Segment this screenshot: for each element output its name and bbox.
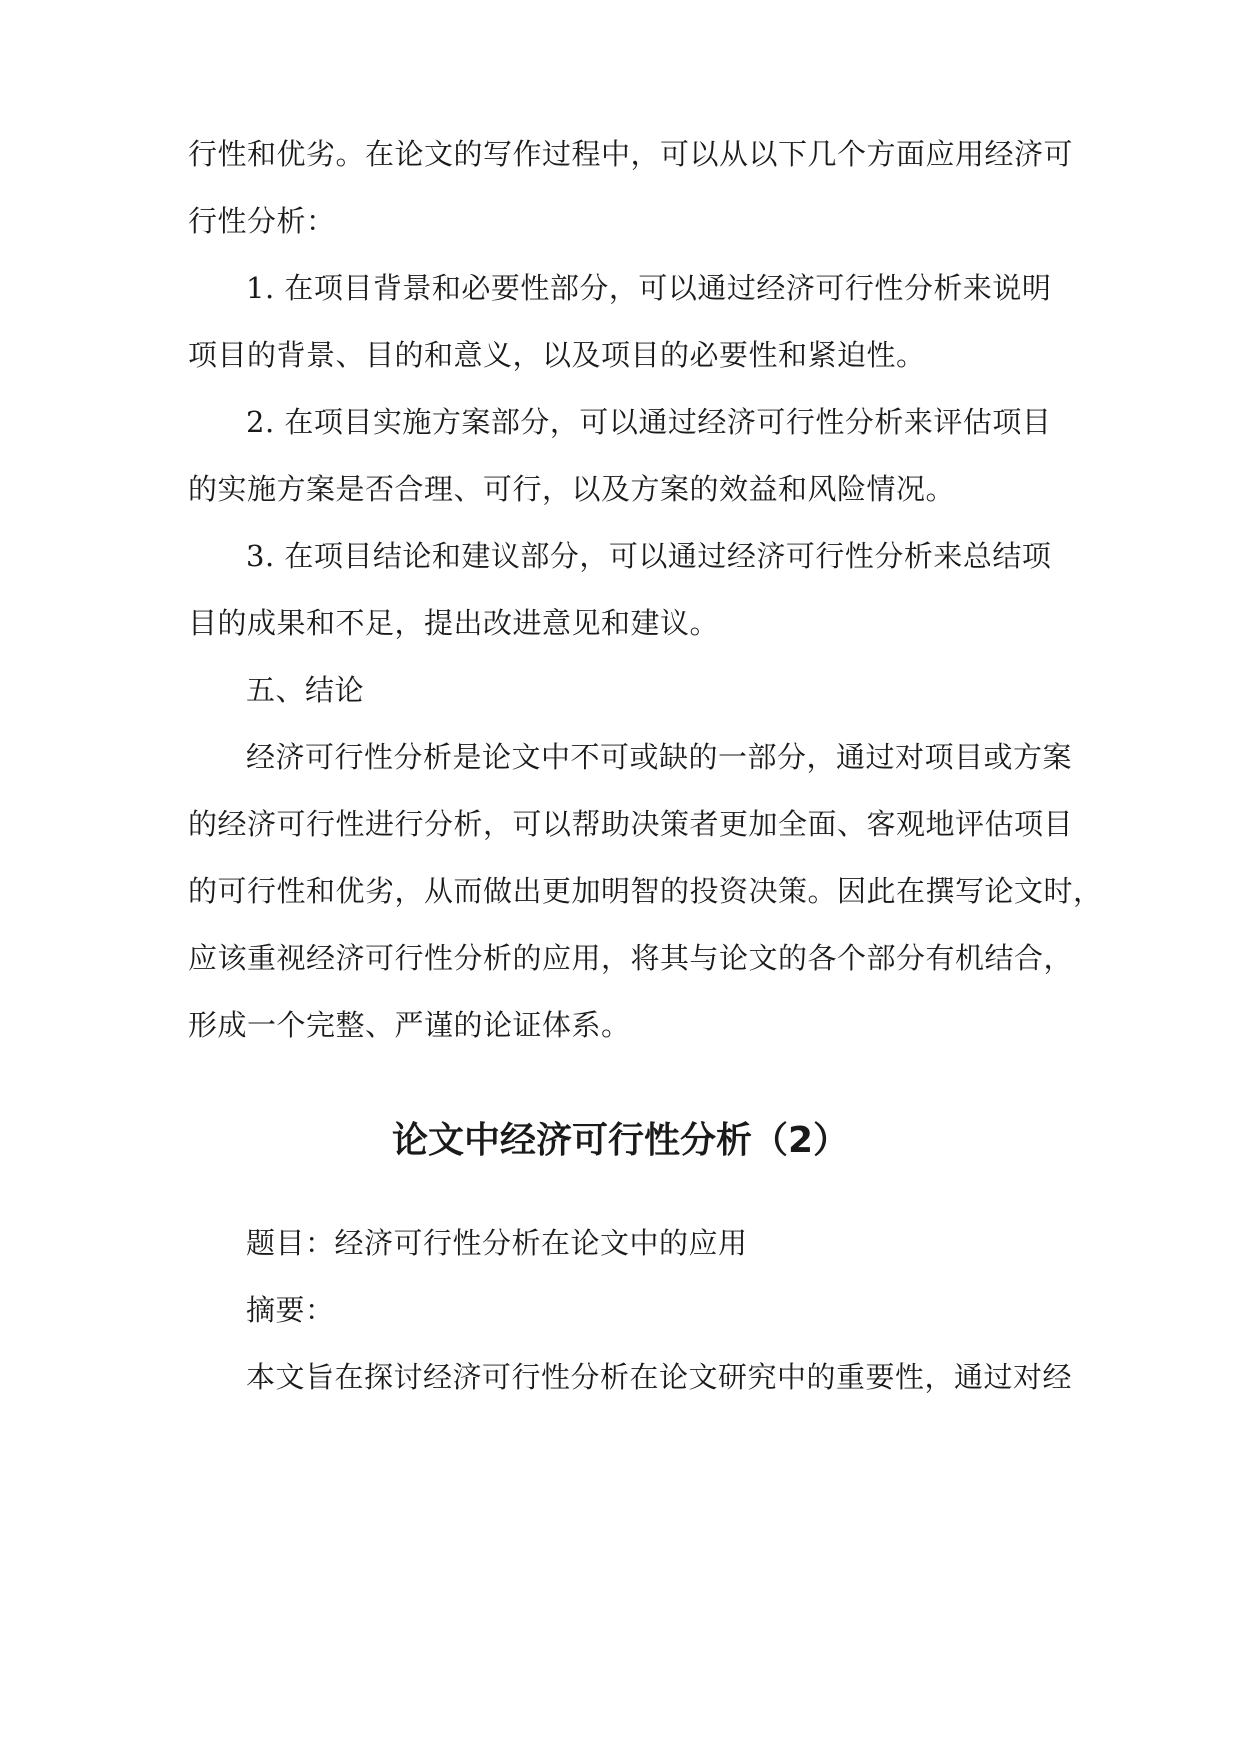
abstract-line: 本文旨在探讨经济可行性分析在论文研究中的重要性，通过对经 [246,1360,1073,1394]
body-line: 项目的背景、目的和意义，以及项目的必要性和紧迫性。 [188,338,926,372]
body-line: 目的成果和不足，提出改进意见和建议。 [188,606,720,640]
list-item: 2. 在项目实施方案部分，可以通过经济可行性分析来评估项目 [246,405,1052,439]
section-heading: 五、结论 [246,673,365,707]
paragraph-line: 经济可行性分析是论文中不可或缺的一部分，通过对项目或方案 [246,740,1073,774]
topic-line: 题目：经济可行性分析在论文中的应用 [246,1226,748,1260]
body-line: 行性和优劣。在论文的写作过程中，可以从以下几个方面应用经济可 [188,137,1074,171]
abstract-label: 摘要： [246,1293,335,1327]
list-item: 1. 在项目背景和必要性部分，可以通过经济可行性分析来说明 [246,271,1052,305]
body-line: 应该重视经济可行性分析的应用，将其与论文的各个部分有机结合， [188,941,1074,975]
body-line: 行性分析： [188,204,336,238]
body-line: 的经济可行性进行分析，可以帮助决策者更加全面、客观地评估项目 [188,807,1074,841]
body-line: 的可行性和优劣，从而做出更加明智的投资决策。因此在撰写论文时， [188,874,1103,908]
body-line: 形成一个完整、严谨的论证体系。 [188,1008,631,1042]
body-line: 的实施方案是否合理、可行，以及方案的效益和风险情况。 [188,472,956,506]
list-item: 3. 在项目结论和建议部分，可以通过经济可行性分析来总结项 [246,539,1052,573]
section-title: 论文中经济可行性分析（2） [391,1120,850,1161]
